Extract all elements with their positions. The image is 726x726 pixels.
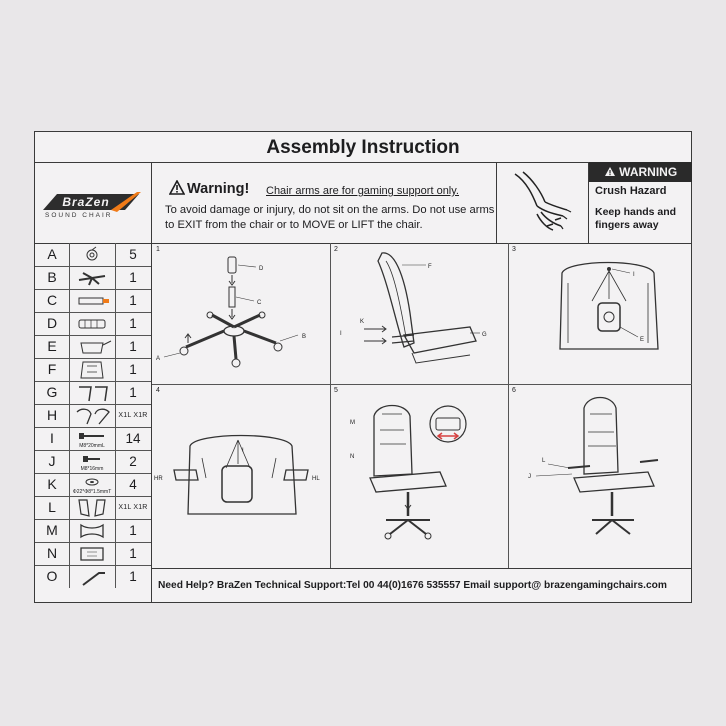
part-row-o <box>35 565 151 588</box>
part-quantity: 1 <box>129 293 137 308</box>
warning-triangle-icon <box>169 180 185 199</box>
label-g: G <box>482 332 487 338</box>
crushed-hand-icon <box>497 162 589 243</box>
part-row-m <box>35 519 151 543</box>
label-k: K <box>360 319 365 325</box>
part-quantity: 1 <box>129 569 137 584</box>
part-icon-cell <box>69 358 116 381</box>
backrest-bracket-icon <box>69 496 115 519</box>
brazen-logo <box>41 192 141 212</box>
logo-tagline: SOUND CHAIR <box>45 212 113 219</box>
warning-headline: Chair arms are for gaming support only. <box>266 185 459 197</box>
label-f: F <box>428 264 432 270</box>
part-letter: D <box>35 312 70 335</box>
part-quantity: 1 <box>129 546 137 561</box>
hazard-cell <box>588 162 692 244</box>
part-icon-cell <box>69 473 116 496</box>
crush-hand-cell <box>496 162 589 244</box>
step-5-panel <box>330 384 509 568</box>
part-letter: F <box>35 358 70 381</box>
instruction-sheet <box>34 131 692 603</box>
part-quantity: 1 <box>129 270 137 285</box>
part-letter: J <box>35 450 70 473</box>
armrest-icon <box>69 381 115 404</box>
part-row-j <box>35 450 151 474</box>
label-i: I <box>340 331 342 337</box>
label-c: C <box>257 300 262 306</box>
headrest-pillow-icon <box>69 519 115 542</box>
step-number: 5 <box>334 387 338 394</box>
part-quantity: 1 <box>129 385 137 400</box>
part-quantity: 1 <box>129 339 137 354</box>
part-row-n <box>35 542 151 566</box>
part-letter: K <box>35 473 70 496</box>
label-l: L <box>542 458 546 464</box>
armrest-mount-diagram <box>152 384 330 568</box>
support-footer: Need Help? BraZen Technical Support:Tel 00 44(0)1676 535557 Email support@ brazengamingchairs.com <box>151 568 692 603</box>
part-letter: O <box>35 565 70 588</box>
part-icon-cell <box>69 335 116 358</box>
part-quantity: X1L X1R <box>118 412 148 419</box>
side-cover-icon <box>69 404 115 427</box>
final-chair-diagram <box>508 384 692 568</box>
lumbar-pillow-icon <box>69 542 115 565</box>
hazard-body: Keep hands and fingers away <box>595 206 677 231</box>
part-icon-cell <box>69 450 116 473</box>
label-b: B <box>302 334 307 340</box>
part-icon-cell <box>69 542 116 565</box>
part-quantity: X1L X1R <box>118 504 148 511</box>
part-icon-cell <box>69 243 116 266</box>
hazard-triangle-icon <box>604 166 616 177</box>
part-icon-cell <box>69 289 116 312</box>
allen-key-icon <box>69 565 115 588</box>
step-number: 1 <box>156 246 160 253</box>
part-row-g <box>35 381 151 405</box>
part-spec: M8*16mm <box>80 466 104 472</box>
warning-title-text: Warning! <box>187 181 250 197</box>
part-letter: M <box>35 519 70 542</box>
part-quantity: 2 <box>129 454 137 469</box>
step-2-panel <box>330 243 509 385</box>
label-m: M <box>350 420 355 426</box>
part-row-h <box>35 404 151 428</box>
step-number: 3 <box>512 246 516 253</box>
gas-lift-icon <box>69 289 115 312</box>
lift-cover-icon <box>69 312 115 335</box>
part-letter: A <box>35 243 70 266</box>
part-letter: G <box>35 381 70 404</box>
part-row-k <box>35 473 151 497</box>
part-letter: B <box>35 266 70 289</box>
part-letter: L <box>35 496 70 519</box>
step-number: 6 <box>512 387 516 394</box>
chair-base-icon <box>69 266 115 289</box>
part-letter: I <box>35 427 70 450</box>
base-attach-diagram <box>330 384 508 568</box>
hazard-banner-text: WARNING <box>619 165 678 179</box>
part-row-a <box>35 243 151 267</box>
part-quantity: 1 <box>129 316 137 331</box>
part-quantity: 1 <box>129 362 137 377</box>
tilt-mechanism-icon <box>69 335 115 358</box>
part-icon-cell <box>69 519 116 542</box>
part-icon-cell <box>69 496 116 519</box>
part-quantity: 5 <box>129 247 137 262</box>
label-a: A <box>156 356 161 362</box>
label-e: E <box>640 337 645 343</box>
part-quantity: 14 <box>125 431 141 446</box>
label-d: D <box>259 266 264 272</box>
part-quantity: 4 <box>129 477 137 492</box>
part-row-c <box>35 289 151 313</box>
part-row-f <box>35 358 151 382</box>
label-i: I <box>242 448 244 454</box>
part-letter: E <box>35 335 70 358</box>
part-row-b <box>35 266 151 290</box>
warning-cell <box>151 162 496 244</box>
part-icon-cell <box>69 565 116 588</box>
label-i: I <box>633 272 635 278</box>
seat-cushion-icon <box>69 358 115 381</box>
part-icon-cell <box>69 266 116 289</box>
part-icon-cell <box>69 404 116 427</box>
part-spec: Φ22*Φ8*1.5mmT <box>72 489 112 495</box>
tilt-mechanism-diagram <box>508 243 692 384</box>
part-row-e <box>35 335 151 359</box>
part-letter: C <box>35 289 70 312</box>
label-hr: HR <box>154 476 163 482</box>
label-n: N <box>350 454 355 460</box>
part-row-l <box>35 496 151 520</box>
part-spec: M8*20mmL <box>79 443 105 449</box>
part-letter: H <box>35 404 70 427</box>
step-number: 2 <box>334 246 338 253</box>
warning-title <box>169 180 249 199</box>
label-j: J <box>528 474 531 480</box>
label-hl: HL <box>312 476 320 482</box>
part-row-d <box>35 312 151 336</box>
logo-brand: BraZen <box>62 195 110 209</box>
hazard-title: Crush Hazard <box>595 185 667 197</box>
hazard-banner <box>589 162 692 182</box>
base-assembly-diagram <box>152 243 330 384</box>
caster-wheel-icon <box>69 243 115 266</box>
part-icon-cell <box>69 427 116 450</box>
step-3-panel <box>508 243 692 385</box>
part-row-i <box>35 427 151 451</box>
assembly-steps <box>151 243 692 568</box>
warning-body: To avoid damage or injury, do not sit on the arms. Do not use arms to EXIT from the chair or to MOVE or LIFT the chair. <box>165 204 495 231</box>
logo-cell <box>35 162 152 244</box>
part-quantity: 1 <box>129 523 137 538</box>
step-6-panel <box>508 384 692 568</box>
seat-backrest-diagram <box>330 243 508 384</box>
page-title: Assembly Instruction <box>35 132 691 163</box>
step-1-panel <box>152 243 331 385</box>
step-4-panel <box>152 384 331 568</box>
part-icon-cell <box>69 312 116 335</box>
part-icon-cell <box>69 381 116 404</box>
part-letter: N <box>35 542 70 565</box>
step-number: 4 <box>156 387 160 394</box>
